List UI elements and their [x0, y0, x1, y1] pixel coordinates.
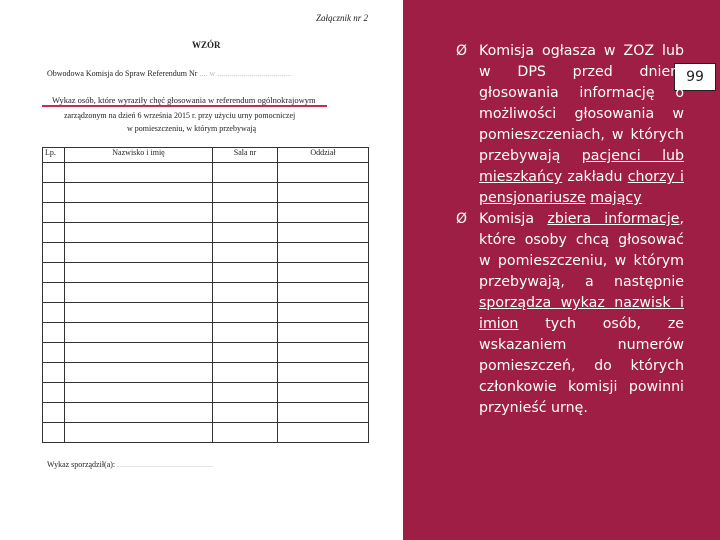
bullet-item-2: Ø Komisja zbiera informacje, które osoby chcą głosować w pomieszczeniu, w którym przebywają, a następnie sporządza wykaz nazwisk i imion tych osób, ze wskazaniem numerów pomieszczeń, do których członkowie komisji powinni przynieść urnę.	[456, 211, 685, 416]
table-row	[43, 403, 369, 423]
committee-line	[47, 69, 291, 78]
arrow-bullet-icon: Ø	[456, 43, 468, 59]
column-header-ward: Oddział	[278, 148, 369, 163]
table-row	[43, 323, 369, 343]
prepared-by-fill: ................................................	[117, 460, 214, 469]
table-row	[43, 223, 369, 243]
title-underline	[42, 105, 327, 107]
committee-fill: .... w .....................................	[199, 69, 292, 78]
committee-name: Obwodowa Komisja do Spraw Referendum Nr	[47, 69, 198, 78]
table-header-row	[43, 148, 369, 163]
voters-list-table	[42, 147, 369, 443]
page-number-badge: 99	[674, 63, 716, 91]
annex-label: Załącznik nr 2	[316, 13, 369, 23]
table-row	[43, 423, 369, 443]
table-row	[43, 383, 369, 403]
table-row	[43, 343, 369, 363]
table-row	[43, 263, 369, 283]
table-row	[43, 243, 369, 263]
document-title-line-3: w pomieszczeniu, w którym przebywają	[127, 124, 257, 133]
bullet-list	[456, 41, 684, 419]
column-header-name: Nazwisko i imię	[65, 148, 213, 163]
arrow-bullet-icon: Ø	[456, 211, 468, 227]
document-title-line-1: Wykaz osób, które wyraziły chęć głosowania w referendum ogólnokrajowym	[52, 95, 316, 105]
bullet-item-1: Ø Komisja ogłasza w ZOZ lub w DPS przed dniem głosowania informację o możliwości głosowania w pomieszczeniach, w których przebywają pacjenci lub mieszkańcy zakładu chorzy i pensjonariusze mający	[456, 43, 685, 206]
document-title-line-2: zarządzonym na dzień 6 września 2015 r. przy użyciu urny pomocniczej	[64, 111, 296, 120]
prepared-by-label: Wykaz sporządził(a):	[47, 460, 116, 469]
table-row	[43, 283, 369, 303]
table-row	[43, 303, 369, 323]
table-row	[43, 203, 369, 223]
table-row	[43, 163, 369, 183]
table-row	[43, 183, 369, 203]
template-label: WZÓR	[192, 40, 221, 50]
table-row	[43, 363, 369, 383]
column-header-room: Sala nr	[213, 148, 278, 163]
column-header-lp: Lp.	[43, 148, 65, 163]
prepared-by-line	[47, 460, 213, 469]
